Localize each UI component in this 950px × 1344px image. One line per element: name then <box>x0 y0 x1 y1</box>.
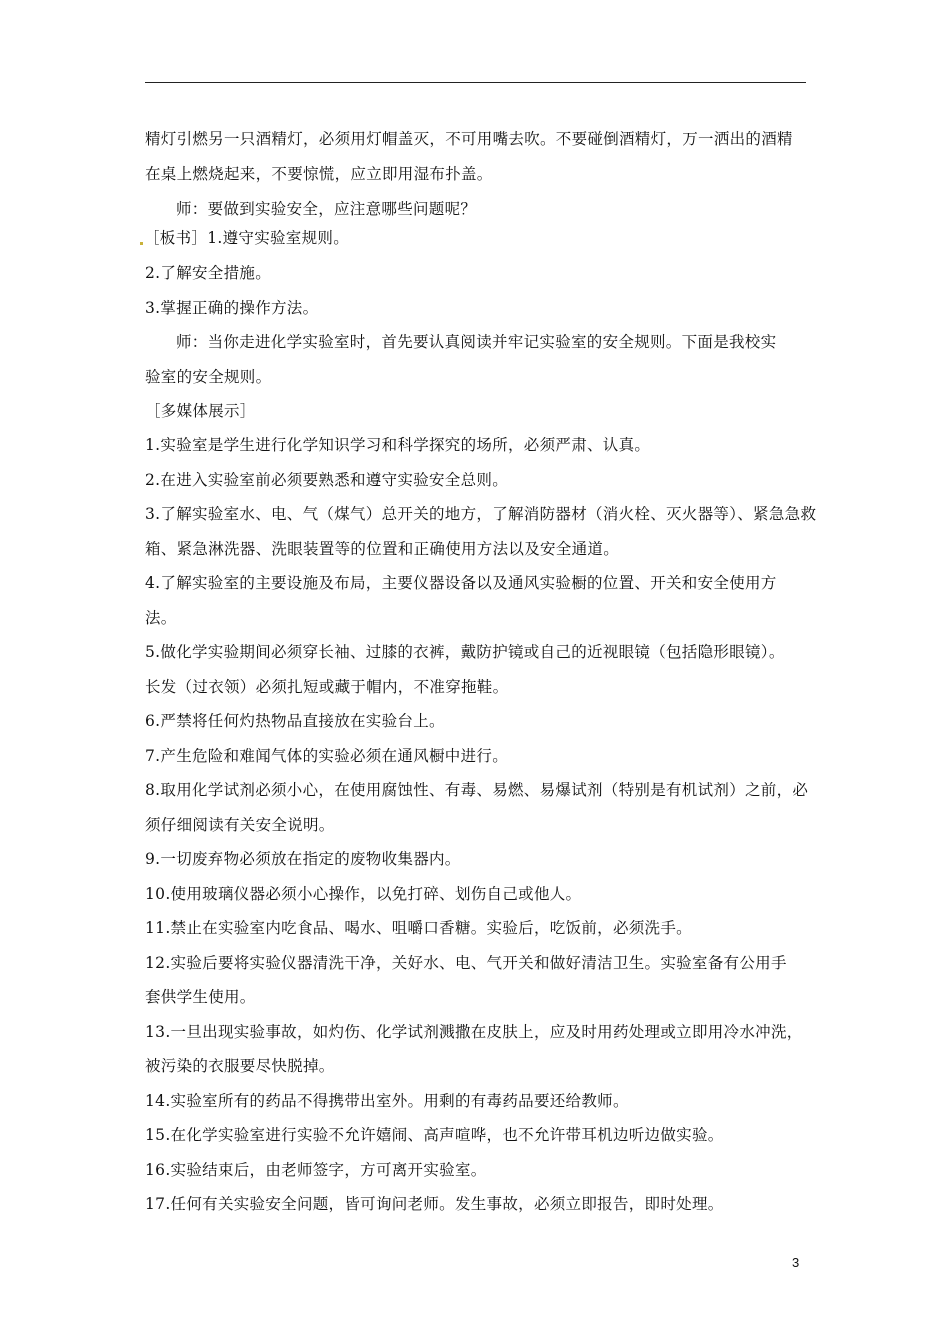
rule-item: 16.实验结束后，由老师签字，方可离开实验室。 <box>145 1161 487 1179</box>
rule-item: 11.禁止在实验室内吃食品、喝水、咀嚼口香糖。实验后，吃饭前，必须洗手。 <box>145 919 692 937</box>
rule-item: 14.实验室所有的药品不得携带出室外。用剩的有毒药品要还给教师。 <box>145 1092 629 1110</box>
rule-item-continuation: 箱、紧急淋洗器、洗眼装置等的位置和正确使用方法以及安全通道。 <box>145 540 620 558</box>
rule-item: 10.使用玻璃仪器必须小心操作，以免打碎、划伤自己或他人。 <box>145 885 582 903</box>
rule-item-continuation: 长发（过衣领）必须扎短或藏于帽内，不准穿拖鞋。 <box>145 678 509 696</box>
page-number: 3 <box>792 1255 800 1270</box>
text-line: 精灯引燃另一只酒精灯，必须用灯帽盖灭，不可用嘴去吹。不要碰倒酒精灯，万一洒出的酒精 <box>145 130 793 148</box>
teacher-question: 师：要做到实验安全，应注意哪些问题呢？ <box>176 200 477 218</box>
blackboard-heading: ［板书］1.遵守实验室规则。 <box>140 228 349 248</box>
rule-item-continuation: 被污染的衣服要尽快脱掉。 <box>145 1057 335 1075</box>
rule-item: 9.一切废弃物必须放在指定的废物收集器内。 <box>145 850 461 868</box>
rule-item: 15.在化学实验室进行实验不允许嬉闹、高声喧哗，也不允许带耳机边听边做实验。 <box>145 1126 724 1144</box>
rule-item-continuation: 套供学生使用。 <box>145 988 256 1006</box>
rule-item: 6.严禁将任何灼热物品直接放在实验台上。 <box>145 712 445 730</box>
text-line: 3.掌握正确的操作方法。 <box>145 299 319 317</box>
rule-item-continuation: 法。 <box>145 609 177 627</box>
rule-item: 13.一旦出现实验事故，如灼伤、化学试剂溅撒在皮肤上，应及时用药处理或立即用冷水冲洗， <box>145 1023 803 1041</box>
text-line: 2.了解安全措施。 <box>145 264 271 282</box>
rule-item: 2.在进入实验室前必须要熟悉和遵守实验安全总则。 <box>145 471 508 489</box>
rule-item: 17.任何有关实验安全问题，皆可询问老师。发生事故，必须立即报告，即时处理。 <box>145 1195 724 1213</box>
rule-item: 12.实验后要将实验仪器清洗干净，关好水、电、气开关和做好清洁卫生。实验室备有公用手 <box>145 954 787 972</box>
rule-item: 1.实验室是学生进行化学知识学习和科学探究的场所，必须严肃、认真。 <box>145 436 651 454</box>
rule-item-continuation: 须仔细阅读有关安全说明。 <box>145 816 335 834</box>
text-line: 验室的安全规则。 <box>145 368 272 386</box>
rule-item: 3.了解实验室水、电、气（煤气）总开关的地方，了解消防器材（消火栓、灭火器等）、紧急急救 <box>145 505 817 523</box>
rule-item: 8.取用化学试剂必须小心，在使用腐蚀性、有毒、易燃、易爆试剂（特别是有机试剂）之前，必 <box>145 781 809 799</box>
text-line: 在桌上燃烧起来，不要惊慌，应立即用湿布扑盖。 <box>145 165 493 183</box>
rule-item: 4.了解实验室的主要设施及布局，主要仪器设备以及通风实验橱的位置、开关和安全使用方 <box>145 574 777 592</box>
rule-item: 7.产生危险和难闻气体的实验必须在通风橱中进行。 <box>145 747 508 765</box>
header-rule <box>145 82 806 83</box>
teacher-statement: 师：当你走进化学实验室时，首先要认真阅读并牢记实验室的安全规则。下面是我校实 <box>176 333 777 351</box>
multimedia-heading: ［多媒体展示］ <box>145 402 256 420</box>
margin-marker <box>140 242 143 245</box>
rule-item: 5.做化学实验期间必须穿长袖、过膝的衣裤，戴防护镜或自己的近视眼镜（包括隐形眼镜）。 <box>145 643 785 661</box>
